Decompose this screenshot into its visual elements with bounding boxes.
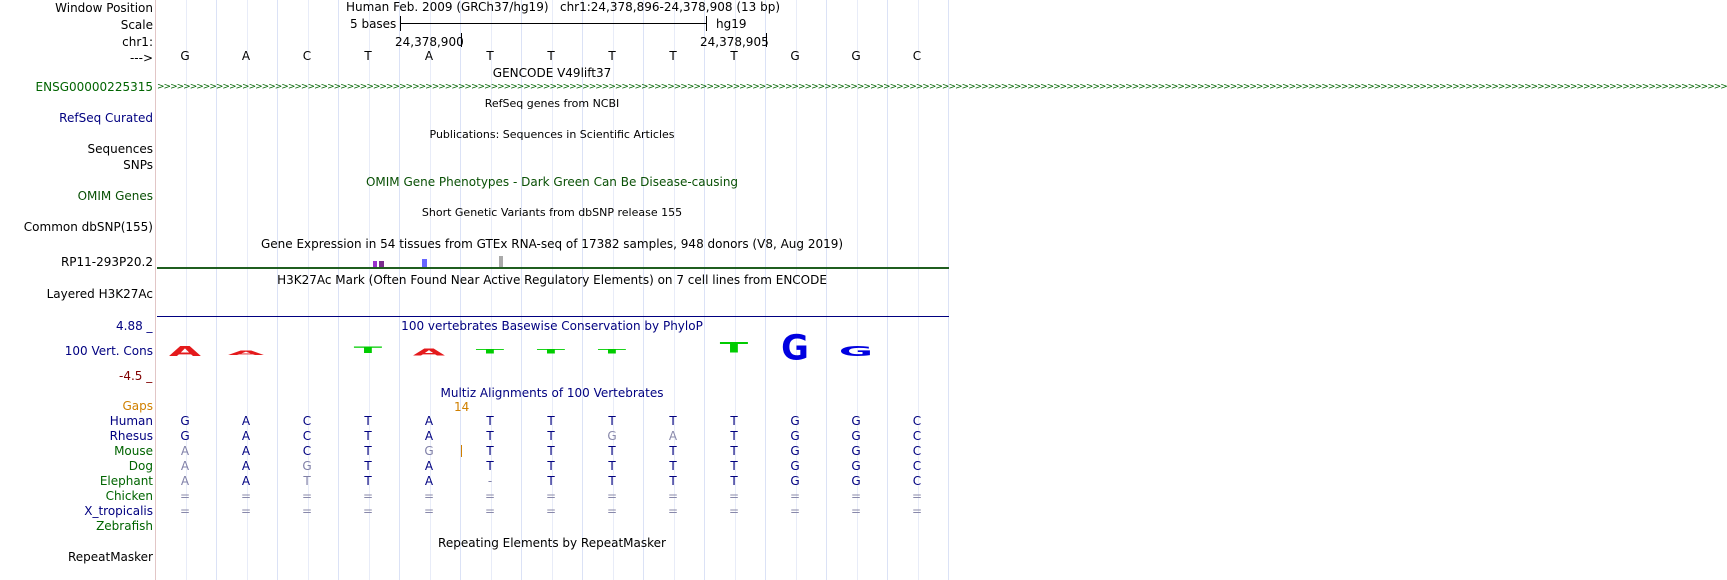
coord-label-2: 24,378,905 bbox=[700, 35, 769, 49]
position-text: chr1:24,378,896-24,378,908 (13 bp) bbox=[559, 0, 781, 14]
aligned-base: A bbox=[180, 474, 190, 488]
aligned-base: G bbox=[302, 459, 312, 473]
coord-label-1: 24,378,900 bbox=[395, 35, 464, 49]
aligned-base: T bbox=[547, 459, 555, 473]
aligned-base: = bbox=[728, 504, 740, 518]
aligned-base: A bbox=[241, 474, 251, 488]
aligned-base: = bbox=[240, 504, 252, 518]
aligned-base: T bbox=[547, 414, 555, 428]
aligned-base: G bbox=[790, 459, 800, 473]
aligned-base: T bbox=[486, 414, 494, 428]
aligned-base: = bbox=[179, 504, 191, 518]
aligned-base: C bbox=[912, 474, 922, 488]
gtex-baseline bbox=[157, 267, 949, 269]
aligned-base: G bbox=[180, 429, 190, 443]
aligned-base: T bbox=[730, 444, 738, 458]
phylop-track-title[interactable]: 100 vertebrates Basewise Conservation by PhyloP bbox=[401, 319, 703, 333]
aligned-base: = bbox=[362, 489, 374, 503]
base-letter: T bbox=[486, 49, 494, 63]
logo-letter: A bbox=[168, 344, 202, 360]
scale-bar bbox=[400, 16, 707, 31]
aligned-base: T bbox=[364, 414, 372, 428]
gencode-gene-label[interactable]: ENSG00000225315 bbox=[35, 80, 153, 94]
refseq-curated-label[interactable]: RefSeq Curated bbox=[59, 111, 153, 125]
logo-letter: T bbox=[597, 348, 627, 355]
species-label[interactable]: Human bbox=[109, 414, 153, 428]
aligned-base: = bbox=[667, 504, 679, 518]
aligned-base: = bbox=[789, 489, 801, 503]
logo-letter: T bbox=[353, 345, 383, 356]
aligned-base: T bbox=[730, 429, 738, 443]
scale-text: 5 bases bbox=[350, 17, 397, 31]
chrom-label: chr1: bbox=[122, 35, 153, 49]
base-letter: G bbox=[851, 49, 861, 63]
logo-letter: T bbox=[475, 348, 505, 355]
gencode-track-title[interactable]: GENCODE V49lift37 bbox=[492, 66, 612, 80]
aligned-base: = bbox=[667, 489, 679, 503]
sequences-label[interactable]: Sequences bbox=[87, 142, 153, 156]
h3k27ac-track-title[interactable]: H3K27Ac Mark (Often Found Near Active Regulatory Elements) on 7 cell lines from ENCODE bbox=[277, 273, 827, 287]
base-letter: G bbox=[790, 49, 800, 63]
aligned-base: A bbox=[424, 459, 434, 473]
aligned-base: C bbox=[302, 429, 312, 443]
aligned-base: = bbox=[484, 489, 496, 503]
aligned-base: G bbox=[790, 474, 800, 488]
aligned-base: A bbox=[241, 444, 251, 458]
aligned-base: = bbox=[301, 504, 313, 518]
aligned-base: G bbox=[851, 429, 861, 443]
aligned-base: T bbox=[730, 414, 738, 428]
aligned-base: T bbox=[608, 414, 616, 428]
aligned-base: G bbox=[851, 459, 861, 473]
aligned-base: T bbox=[303, 474, 311, 488]
repeatmasker-track-title[interactable]: Repeating Elements by RepeatMasker bbox=[438, 536, 666, 550]
aligned-base: T bbox=[486, 429, 494, 443]
phylop-sequence-logo[interactable] bbox=[157, 327, 949, 370]
scale-db: hg19 bbox=[716, 17, 747, 31]
aligned-base: = bbox=[606, 489, 618, 503]
phylop-min-label: -4.5 _ bbox=[119, 369, 153, 383]
aligned-base: T bbox=[669, 444, 677, 458]
aligned-base: G bbox=[851, 444, 861, 458]
aligned-base: C bbox=[912, 414, 922, 428]
aligned-base: = bbox=[362, 504, 374, 518]
base-letter: T bbox=[547, 49, 555, 63]
gencode-gene-feature[interactable]: >>>>>>>>>>>>>>>>>>>>>>>>>>>>>>>>>>>>>>>>>>>>>>>>>>>>>>>>>>>>>>>>>>>>>>>>>>>>>>>>>>>>>>>>>>>>>>>>>>>>>>>>>>>>>>>>>>>>>>>>>>>>>>>>>>>>>>>>>>>>>>>>>>>>>>>>>>>>>>>>>>>>>>>>>>>>>>>>>>>>>>>>>>>>>>>>>>>>>>>>>>>>>>>>>>>>>>>>>>>>>>>>>>>>>>>>>>>>>>>> bbox=[157, 82, 1727, 92]
aligned-base: G bbox=[851, 474, 861, 488]
aligned-base: G bbox=[790, 429, 800, 443]
aligned-base: C bbox=[302, 444, 312, 458]
base-letter: G bbox=[180, 49, 190, 63]
common-dbsnp-label[interactable]: Common dbSNP(155) bbox=[23, 220, 153, 234]
phylop-track-label[interactable]: 100 Vert. Cons bbox=[64, 344, 153, 358]
aligned-base: = bbox=[545, 489, 557, 503]
species-label[interactable]: Dog bbox=[128, 459, 153, 473]
aligned-base: = bbox=[789, 504, 801, 518]
aligned-base: A bbox=[180, 444, 190, 458]
aligned-base: A bbox=[241, 414, 251, 428]
base-letter: T bbox=[364, 49, 372, 63]
gap-count: 14 bbox=[454, 400, 470, 414]
aligned-base: = bbox=[484, 504, 496, 518]
base-letter: A bbox=[424, 49, 434, 63]
aligned-base: T bbox=[669, 474, 677, 488]
aligned-base: = bbox=[728, 489, 740, 503]
aligned-base: G bbox=[790, 444, 800, 458]
aligned-base: T bbox=[547, 474, 555, 488]
publications-track-title[interactable]: Publications: Sequences in Scientific Articles bbox=[429, 128, 675, 141]
aligned-base: = bbox=[606, 504, 618, 518]
aligned-base: C bbox=[302, 414, 312, 428]
aligned-base: T bbox=[669, 414, 677, 428]
base-letter: T bbox=[669, 49, 677, 63]
omim-genes-label[interactable]: OMIM Genes bbox=[77, 189, 153, 203]
phylop-max-label: 4.88 _ bbox=[116, 319, 153, 333]
aligned-base: = bbox=[301, 489, 313, 503]
gtex-bar-3 bbox=[422, 259, 427, 267]
base-letter: C bbox=[912, 49, 922, 63]
aligned-base: T bbox=[608, 459, 616, 473]
base-letter: T bbox=[608, 49, 616, 63]
aligned-base: T bbox=[547, 444, 555, 458]
gtex-track-title[interactable]: Gene Expression in 54 tissues from GTEx RNA-seq of 17382 samples, 948 donors (V8, Aug 2019) bbox=[260, 237, 844, 251]
aligned-base: A bbox=[241, 429, 251, 443]
aligned-base: G bbox=[180, 414, 190, 428]
base-letter: A bbox=[241, 49, 251, 63]
snps-label[interactable]: SNPs bbox=[123, 158, 153, 172]
aligned-base: C bbox=[912, 459, 922, 473]
refseq-track-title[interactable]: RefSeq genes from NCBI bbox=[484, 97, 620, 110]
base-letter: C bbox=[302, 49, 312, 63]
gaps-label[interactable]: Gaps bbox=[122, 399, 153, 413]
aligned-base: T bbox=[364, 429, 372, 443]
logo-letter: A bbox=[412, 346, 446, 359]
aligned-base: = bbox=[911, 504, 923, 518]
logo-letter: T bbox=[719, 339, 749, 357]
aligned-base: A bbox=[424, 414, 434, 428]
layered-h3k27ac-label[interactable]: Layered H3K27Ac bbox=[46, 287, 153, 301]
strand-arrow-label: ---> bbox=[129, 51, 153, 65]
aligned-base: G bbox=[607, 429, 617, 443]
aligned-base: A bbox=[668, 429, 678, 443]
species-label[interactable]: X_tropicalis bbox=[84, 504, 153, 518]
aligned-base: C bbox=[912, 444, 922, 458]
gtex-expression-bars[interactable] bbox=[157, 254, 949, 270]
aligned-base: G bbox=[424, 444, 434, 458]
aligned-base: G bbox=[790, 414, 800, 428]
species-label[interactable]: Mouse bbox=[114, 444, 153, 458]
aligned-base: T bbox=[730, 459, 738, 473]
aligned-base: = bbox=[423, 489, 435, 503]
aligned-base: A bbox=[424, 429, 434, 443]
gtex-bar-4 bbox=[499, 256, 503, 267]
species-label[interactable]: Rhesus bbox=[109, 429, 153, 443]
aligned-base: C bbox=[912, 429, 922, 443]
aligned-base: A bbox=[424, 474, 434, 488]
species-label[interactable]: Elephant bbox=[99, 474, 153, 488]
multiz-track-title[interactable]: Multiz Alignments of 100 Vertebrates bbox=[440, 386, 664, 400]
aligned-base: A bbox=[241, 459, 251, 473]
aligned-base: T bbox=[669, 459, 677, 473]
aligned-base: = bbox=[850, 504, 862, 518]
label-separator bbox=[155, 0, 156, 580]
logo-letter: A bbox=[227, 349, 265, 357]
aligned-base: T bbox=[486, 459, 494, 473]
assembly-text: Human Feb. 2009 (GRCh37/hg19) bbox=[346, 0, 549, 14]
aligned-base: G bbox=[851, 414, 861, 428]
aligned-base: - bbox=[487, 474, 493, 488]
repeatmasker-label[interactable]: RepeatMasker bbox=[67, 550, 153, 564]
omim-track-title[interactable]: OMIM Gene Phenotypes - Dark Green Can Be Disease-causing bbox=[365, 175, 739, 189]
aligned-base: A bbox=[180, 459, 190, 473]
aligned-base: = bbox=[423, 504, 435, 518]
h3k27ac-baseline bbox=[157, 316, 949, 317]
scale-label: Scale bbox=[120, 18, 153, 32]
logo-letter: G bbox=[838, 344, 874, 360]
aligned-base: = bbox=[240, 489, 252, 503]
aligned-base: = bbox=[850, 489, 862, 503]
base-letter: T bbox=[730, 49, 738, 63]
aligned-base: = bbox=[545, 504, 557, 518]
aligned-base: = bbox=[911, 489, 923, 503]
logo-letter: G bbox=[781, 327, 809, 369]
window-position-label: Window Position bbox=[55, 1, 153, 15]
aligned-base: T bbox=[730, 474, 738, 488]
aligned-base: = bbox=[179, 489, 191, 503]
aligned-base: T bbox=[547, 429, 555, 443]
dbsnp-track-title[interactable]: Short Genetic Variants from dbSNP release 155 bbox=[421, 206, 683, 219]
gtex-gene-label[interactable]: RP11-293P20.2 bbox=[60, 255, 153, 269]
aligned-base: T bbox=[608, 444, 616, 458]
aligned-base: T bbox=[364, 474, 372, 488]
aligned-base: T bbox=[608, 474, 616, 488]
aligned-base: T bbox=[486, 444, 494, 458]
aligned-base: T bbox=[364, 444, 372, 458]
assembly-title[interactable] bbox=[346, 0, 780, 14]
aligned-base: T bbox=[364, 459, 372, 473]
species-label[interactable]: Chicken bbox=[105, 489, 153, 503]
logo-letter: T bbox=[536, 348, 566, 355]
mouse-insertion-marker bbox=[461, 445, 462, 457]
species-label[interactable]: Zebrafish bbox=[96, 519, 153, 533]
